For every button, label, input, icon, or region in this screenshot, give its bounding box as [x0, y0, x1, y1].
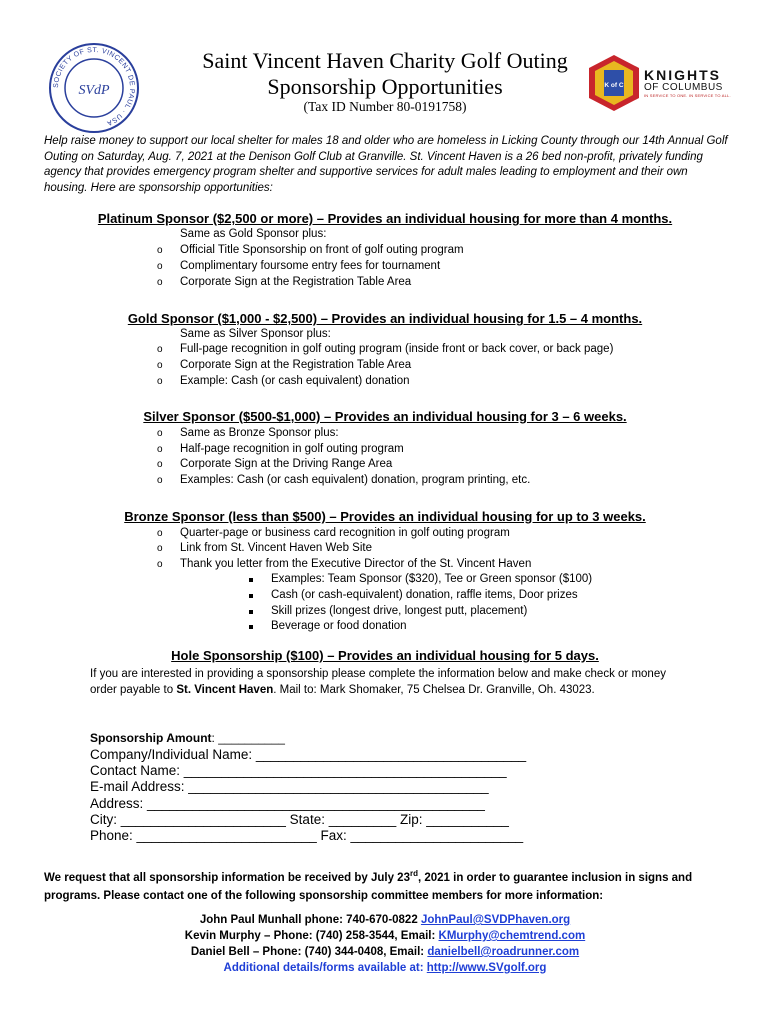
amount-blank: : __________ [211, 731, 285, 745]
kofc-motto: IN SERVICE TO ONE. IN SERVICE TO ALL. [644, 93, 731, 98]
square-bullet-icon [249, 594, 253, 598]
contact-line [0, 928, 770, 944]
list-item: Thank you letter from the Executive Director of the St. Vincent Haven [180, 558, 532, 570]
platinum-lead: Same as Gold Sponsor plus: [180, 228, 327, 240]
seal-monogram: SVdP [78, 83, 110, 98]
contact-text: John Paul Munhall phone: 740-670-0822 [199, 914, 421, 926]
bullet-icon: o [157, 376, 163, 387]
square-bullet-icon [249, 625, 253, 629]
bullet-icon: o [157, 261, 163, 272]
bullet-icon: o [157, 444, 163, 455]
list-item: Corporate Sign at the Driving Range Area [180, 458, 393, 470]
hole-heading: Hole Sponsorship ($100) – Provides an individual housing for 5 days. [171, 648, 599, 663]
list-item: Official Title Sponsorship on front of golf outing program [180, 244, 464, 256]
kofc-subtitle: OF COLUMBUS [644, 82, 723, 93]
bronze-heading: Bronze Sponsor (less than $500) – Provides an individual housing for up to 3 weeks. [124, 509, 646, 524]
list-item: Same as Bronze Sponsor plus: [180, 427, 339, 439]
bullet-icon: o [157, 559, 163, 570]
address-field[interactable]: Address: _____________________________________________ [90, 796, 485, 811]
instructions-text: If you are interested in providing a sponsorship please complete the information below and make check or money order payable to [90, 668, 666, 696]
list-item: Link from St. Vincent Haven Web Site [180, 542, 372, 554]
bullet-icon: o [157, 543, 163, 554]
square-bullet-icon [249, 578, 253, 582]
sub-list-item: Beverage or food donation [271, 620, 407, 632]
platinum-heading: Platinum Sponsor ($2,500 or more) – Provides an individual housing for more than 4 months. [97, 211, 673, 226]
list-item: Full-page recognition in golf outing program (inside front or back cover, or back page) [180, 343, 614, 355]
company-name-field[interactable]: Company/Individual Name: ____________________________________ [90, 747, 527, 762]
contact-text: Daniel Bell – Phone: (740) 344-0408, Email: [190, 946, 428, 958]
sub-list-item: Examples: Team Sponsor ($320), Tee or Green sponsor ($100) [271, 573, 593, 585]
bullet-icon: o [157, 528, 163, 539]
list-item: Complimentary foursome entry fees for tournament [180, 260, 441, 272]
sub-list-item: Skill prizes (longest drive, longest putt, placement) [271, 605, 528, 617]
tax-id: (Tax ID Number 80-0191758) [303, 99, 467, 114]
intro-paragraph: Help raise money to support our local shelter for males 18 and older who are homeless in Licking County through our 14th Annual Golf Outing on Saturday, Aug. 7, 2021 at the Denison Golf Club at Granville. St. Vincent Haven is a 26 bed non-profit, privately funding agency that provides emergency program shelter and supportive services for adult males leading to employment and their own housing. Here are sponsorship opportunities: [44, 135, 728, 194]
gold-heading: Gold Sponsor ($1,000 - $2,500) – Provides an individual housing for 1.5 – 4 months. [127, 311, 643, 326]
instructions-paragraph [90, 666, 690, 698]
bullet-icon: o [157, 344, 163, 355]
list-item: Quarter-page or business card recognition in golf outing program [180, 527, 510, 539]
list-item: Corporate Sign at the Registration Table Area [180, 276, 412, 288]
bullet-icon: o [157, 475, 163, 486]
list-item: Example: Cash (or cash equivalent) donation [180, 375, 410, 387]
contact-email-link[interactable]: KMurphy@chemtrend.com [438, 930, 586, 942]
phone-fax-field[interactable]: Phone: ________________________ Fax: _______________________ [90, 828, 524, 843]
list-item: Corporate Sign at the Registration Table Area [180, 359, 412, 371]
deadline-text: We request that all sponsorship information be received by July 23 [44, 871, 410, 884]
silver-heading: Silver Sponsor ($500-$1,000) – Provides an individual housing for 3 – 6 weeks. [143, 409, 627, 424]
contact-email-link[interactable]: danielbell@roadrunner.com [427, 946, 580, 958]
amount-label: Sponsorship Amount [90, 731, 212, 745]
kofc-name: KNIGHTS [644, 67, 721, 83]
sub-list-item: Cash (or cash-equivalent) donation, raffle items, Door prizes [271, 589, 578, 601]
bullet-icon: o [157, 245, 163, 256]
contact-name-field[interactable]: Contact Name: ___________________________________________ [90, 763, 507, 778]
contact-line [0, 944, 770, 960]
deadline-paragraph [44, 865, 734, 905]
email-field[interactable]: E-mail Address: ________________________________________ [90, 779, 489, 794]
bullet-icon: o [157, 360, 163, 371]
contact-text: Kevin Murphy – Phone: (740) 258-3544, Email: [184, 930, 439, 942]
deadline-text-cont: , 2021 in order to guarantee inclusion in signs and programs. Please contact one of the following sponsorship committee members for more information: [44, 871, 693, 902]
list-item: Half-page recognition in golf outing program [180, 443, 404, 455]
contact-line [0, 912, 770, 928]
footer-label: Additional details/forms available at: [223, 962, 427, 974]
page-subtitle: Sponsorship Opportunities [267, 74, 503, 99]
seal-ring-text: SOCIETY OF ST. VINCENT DE PAUL · USA [52, 46, 136, 127]
deadline-sup: rd [409, 869, 418, 878]
square-bullet-icon [249, 610, 253, 614]
instructions-mail: . Mail to: Mark Shomaker, 75 Chelsea Dr. Granville, Oh. 43023. [273, 684, 595, 696]
page-title: Saint Vincent Haven Charity Golf Outing [202, 48, 568, 73]
svdp-seal-logo [48, 42, 140, 134]
list-item: Examples: Cash (or cash equivalent) donation, program printing, etc. [180, 474, 531, 486]
city-state-zip-field[interactable]: City: ______________________ State: _________ Zip: ___________ [90, 812, 509, 827]
bullet-icon: o [157, 459, 163, 470]
kofc-emblem-letters: K of C [604, 82, 624, 89]
kofc-wordmark [644, 68, 744, 98]
sponsorship-amount-field[interactable] [90, 731, 285, 745]
payee-name: St. Vincent Haven [176, 684, 274, 696]
contact-email-link[interactable]: JohnPaul@SVDPhaven.org [420, 914, 571, 926]
bullet-icon: o [157, 428, 163, 439]
footer-line [0, 960, 770, 976]
gold-lead: Same as Silver Sponsor plus: [180, 328, 331, 340]
website-link[interactable]: http://www.SVgolf.org [426, 962, 547, 974]
bullet-icon: o [157, 277, 163, 288]
